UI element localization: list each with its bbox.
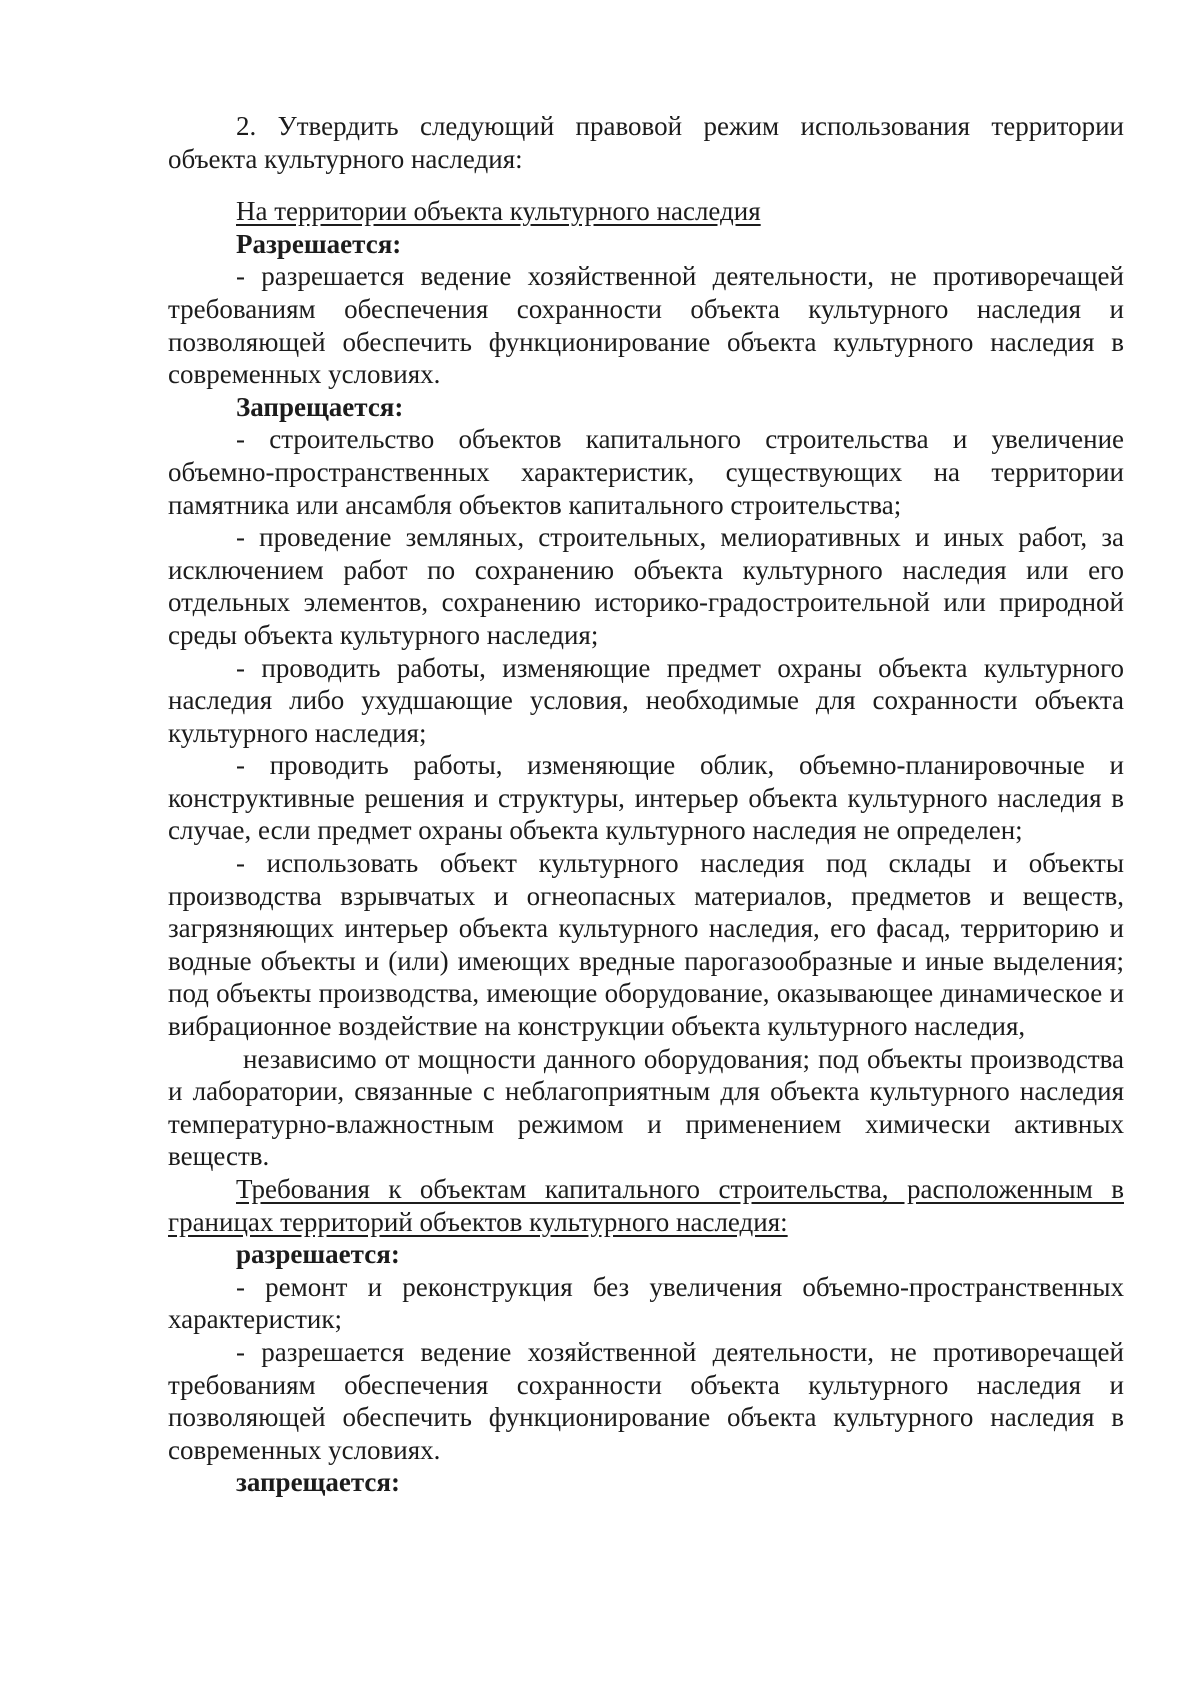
point-2-paragraph: 2. Утвердить следующий правовой режим использования территории объекта культурного наследия: <box>168 111 1124 174</box>
section-1-forbidden-item: - строительство объектов капитального строительства и увеличение объемно-пространственных характеристик, существующих на территории памятника или ансамбля объектов капитального строительства; <box>168 424 1124 520</box>
section-1-heading: На территории объекта культурного наследия <box>236 196 761 227</box>
section-1-forbidden-item: - проводить работы, изменяющие облик, объемно-планировочные и конструктивные решения и структуры, интерьер объекта культурного наследия в случае, если предмет охраны объекта культурного наследия не определен; <box>168 750 1124 846</box>
section-2-allowed-item: - разрешается ведение хозяйственной деятельности, не противоречащей требованиям обеспечения сохранности объекта культурного наследия и позволяющей обеспечить функционирование объекта культурного наследия в современных условиях. <box>168 1336 1124 1465</box>
section-1-forbidden-item: - проведение земляных, строительных, мелиоративных и иных работ, за исключением работ по сохранению объекта культурного наследия или его отдельных элементов, сохранению историко-градостроительной или природной среды объекта культурного наследия; <box>168 522 1124 650</box>
section-1-forbidden-item: - использовать объект культурного наследия под склады и объекты производства взрывчатых и огнеопасных материалов, предметов и веществ, загрязняющих интерьер объекта культурного наследия, его фасад, территорию и водные объекты и (или) имеющих вредные парогазообразные и иные выделения; под объекты производства, имеющие оборудование, оказывающее динамическое и вибрационное воздействие на конструкции объекта культурного наследия, <box>168 848 1124 1042</box>
section-1-forbidden-item: - проводить работы, изменяющие предмет охраны объекта культурного наследия либо ухудшающие условия, необходимые для сохранности объекта культурного наследия; <box>168 652 1124 748</box>
section-1-forbidden-continuation: независимо от мощности данного оборудования; под объекты производства и лаборатории, связанные с неблагоприятным для объекта культурного наследия температурно-влажностным режимом и применением химически активных веществ. <box>168 1043 1124 1172</box>
section-2-allowed-item: - ремонт и реконструкция без увеличения объемно-пространственных характеристик; <box>168 1271 1124 1335</box>
section-1-allowed-item: - разрешается ведение хозяйственной деятельности, не противоречащей требованиям обеспечения сохранности объекта культурного наследия и позволяющей обеспечить функционирование объекта культурного наследия в современных условиях. <box>168 261 1124 390</box>
section-1-allowed-label: Разрешается: <box>236 228 402 259</box>
section-2-allowed-label: разрешается: <box>236 1239 400 1270</box>
section-2-forbidden-label: запрещается: <box>236 1467 401 1498</box>
section-1-forbidden-label: Запрещается: <box>236 391 404 422</box>
section-2-heading: Требования к объектам капитального строительства, расположенным в границах территорий объектов культурного наследия: <box>168 1174 1124 1237</box>
document-body <box>168 110 1124 1499</box>
